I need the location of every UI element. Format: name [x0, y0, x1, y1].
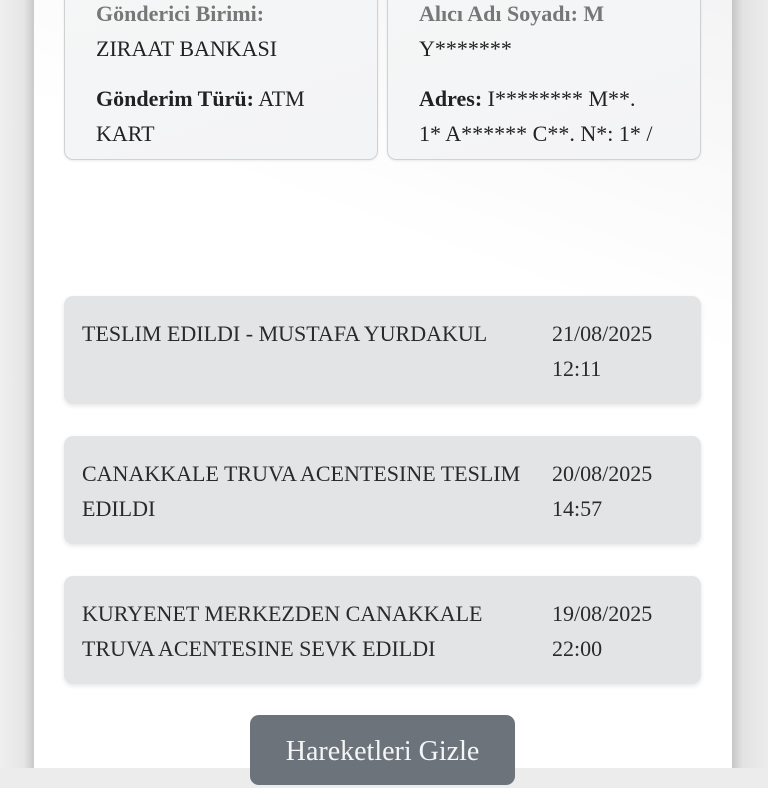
movement-description: KURYENET MERKEZDEN CANAKKALE TRUVA ACENTESINE SEVK EDILDI	[82, 601, 483, 661]
movement-time: 14:57	[552, 496, 603, 521]
movement-date: 21/08/2025	[552, 321, 653, 346]
movement-date: 20/08/2025	[552, 461, 653, 486]
movement-item	[64, 296, 701, 404]
sender-bank-value: ZIRAAT BANKASI	[96, 36, 278, 61]
recipient-name-value: Y*******	[419, 36, 512, 61]
recipient-info-card	[387, 0, 701, 160]
movement-datetime	[552, 456, 682, 526]
movement-datetime	[552, 596, 682, 666]
address-value: I******** M**.	[487, 86, 636, 111]
sender-unit-label: Gönderici Birimi:	[96, 1, 265, 26]
delivery-type-label: Gönderim Türü:	[96, 86, 254, 111]
movement-date: 19/08/2025	[552, 601, 653, 626]
delivery-type-value-cont: KART	[96, 121, 155, 146]
shipment-detail-panel	[34, 0, 732, 768]
left-page-shadow	[0, 0, 34, 768]
recipient-name-label: Alıcı Adı Soyadı: M	[419, 1, 605, 26]
delivery-type-value: ATM	[258, 86, 305, 111]
movement-description: CANAKKALE TRUVA ACENTESINE TESLIM EDILDI	[82, 461, 521, 521]
movement-time: 22:00	[552, 636, 603, 661]
hide-movements-button[interactable]: Hareketleri Gizle	[250, 715, 515, 785]
sender-info-card	[64, 0, 378, 160]
movement-item	[64, 436, 701, 544]
movement-item	[64, 576, 701, 684]
address-value-cont: 1* A****** C**. N*: 1* /	[419, 121, 653, 146]
address-label: Adres:	[419, 86, 483, 111]
movement-datetime	[552, 316, 682, 386]
movement-description: TESLIM EDILDI - MUSTAFA YURDAKUL	[82, 321, 488, 346]
right-page-shadow	[732, 0, 768, 768]
movement-time: 12:11	[552, 356, 602, 381]
